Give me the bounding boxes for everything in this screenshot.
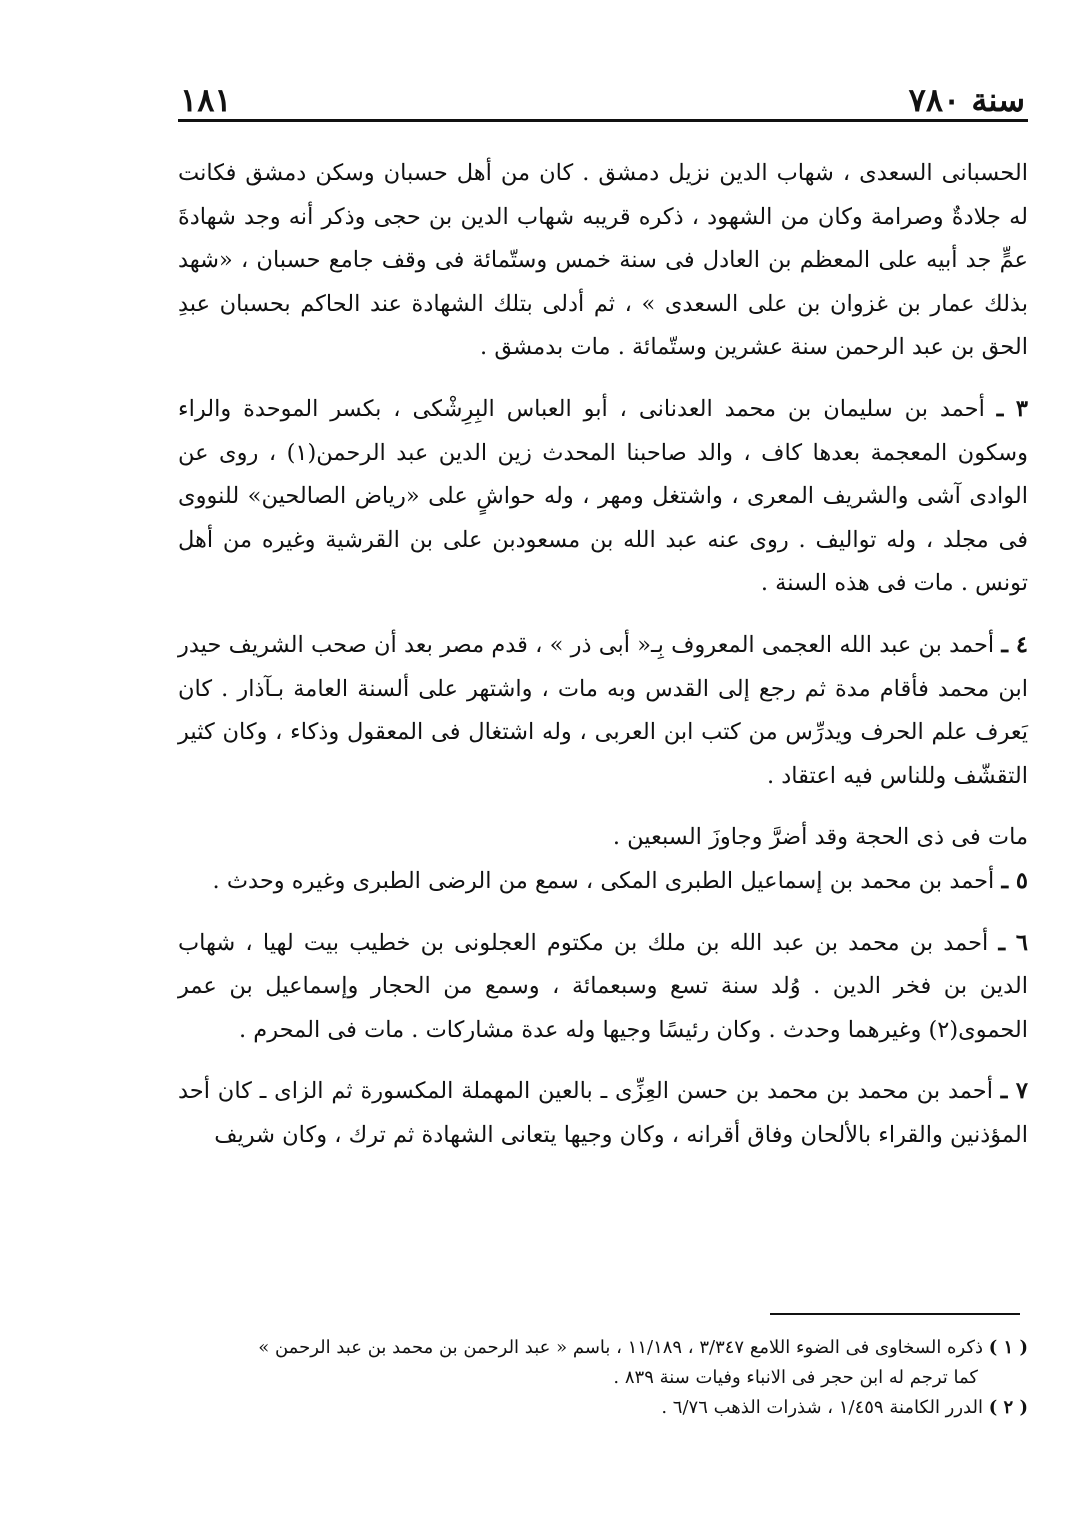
paragraph-text: أحمد بن محمد بن عبد الله بن ملك بن مكتوم العجلونى بن خطيب بيت لهيا ، شهاب الدين بن فخر الدين . وُلد سنة تسع وسبعمائة ، وسمع من الحجار وإسماعيل بن عمر الحموى(٢) وغيرهما وحدث . وكان رئيسًا وجيها وله عدة مشاركات . مات فى المحرم . (178, 929, 1028, 1043)
footnotes (178, 1333, 1028, 1423)
footnote (178, 1333, 1028, 1363)
paragraph (178, 860, 1028, 904)
paragraph (178, 816, 1028, 860)
entry-number: ٦ ـ (998, 929, 1028, 956)
running-head: سنة ٧٨٠ (908, 81, 1025, 119)
page-header (180, 82, 1025, 122)
footnote-text: ذكره السخاوى فى الضوء اللامع ٣/٣٤٧ ، ١١/١٨٩ ، باسم « عبد الرحمن بن محمد بن عبد الرحمن » (258, 1337, 983, 1358)
footnote-mark: ( ١ ) (988, 1337, 1028, 1358)
footnote-continuation: كما ترجم له ابن حجر فى الانباء وفيات سنة ٨٣٩ . (613, 1367, 978, 1388)
paragraph-text: الحسبانى السعدى ، شهاب الدين نزيل دمشق . كان من أهل حسبان وسكن دمشق فكانت له جلادةٌ وصرامة وكان من الشهود ، ذكره قريبه شهاب الدين بن حجى وذكر أنه وجد شهادةَ عمٍّ جد أبيه على المعظم بن العادل فى سنة خمس وستّمائة فى وقف جامع حسبان ، «شهد بذلك عمار بن غزوان بن على السعدى » ، ثم أدلى بتلك الشهادة عند الحاكم بحسبان عبدِ الحق بن عبد الرحمن سنة عشرين وستّمائة . مات بدمشق . (178, 160, 1028, 361)
paragraph (178, 388, 1028, 606)
paragraph (178, 1070, 1028, 1157)
header-rule (178, 119, 1028, 122)
paragraph-text: أحمد بن عبد الله العجمى المعروف بِـ« أبى ذر » ، قدم مصر بعد أن صحب الشريف حيدر ابن محمد فأقام مدة ثم رجع إلى القدس وبه مات ، واشتهر على ألسنة العامة بـآذار . كان يَعرف علم الحرف ويدرِّس من كتب ابن العربى ، وله اشتغال فى المعقول وذكاء ، وكان كثير التقشّف وللناس فيه اعتقاد . (178, 631, 1028, 789)
paragraph-text: أحمد بن محمد بن إسماعيل الطبرى المكى ، سمع من الرضى الطبرى وغيره وحدث . (212, 867, 995, 894)
footnote-mark: ( ٢ ) (988, 1397, 1028, 1418)
entry-number: ٣ ـ (996, 395, 1028, 422)
paragraph-text: مات فى ذى الحجة وقد أضرَّ وجاوزَ السبعين . (612, 824, 1028, 851)
footnote-rule (770, 1313, 1020, 1315)
footnote (178, 1393, 1028, 1423)
footnote-text: الدرر الكامنة ١/٤٥٩ ، شذرات الذهب ٦/٧٦ . (661, 1397, 983, 1418)
entry-number: ٥ ـ (1001, 867, 1028, 894)
paragraph-text: أحمد بن محمد بن محمد بن حسن العِزِّى ـ بالعين المهملة المكسورة ثم الزاى ـ كان أحد المؤذنين والقراء بالألحان وفاق أقرانه ، وكان وجيها يتعانى الشهادة ثم ترك ، وكان شريف (178, 1078, 1028, 1148)
paragraph-text: أحمد بن سليمان بن محمد العدنانى ، أبو العباس البِرِشْكى ، بكسر الموحدة والراء وسكون المعجمة بعدها كاف ، والد صاحبنا المحدث زين الدين عبد الرحمن(١) ، روى عن الوادى آشى والشريف المعرى ، واشتغل ومهر ، وله حواشٍ على «رياض الصالحين» للنووى فى مجلد ، وله تواليف . روى عنه عبد الله بن مسعودبن على بن القرشية وغيره من أهل تونس . مات فى هذه السنة . (178, 395, 1028, 597)
page-number: ١٨١ (180, 81, 232, 119)
main-text (178, 152, 1028, 1157)
entry-number: ٤ ـ (1001, 631, 1028, 658)
paragraph (178, 152, 1028, 370)
paragraph (178, 624, 1028, 798)
paragraph (178, 922, 1028, 1053)
entry-number: ٧ ـ (1000, 1078, 1029, 1105)
